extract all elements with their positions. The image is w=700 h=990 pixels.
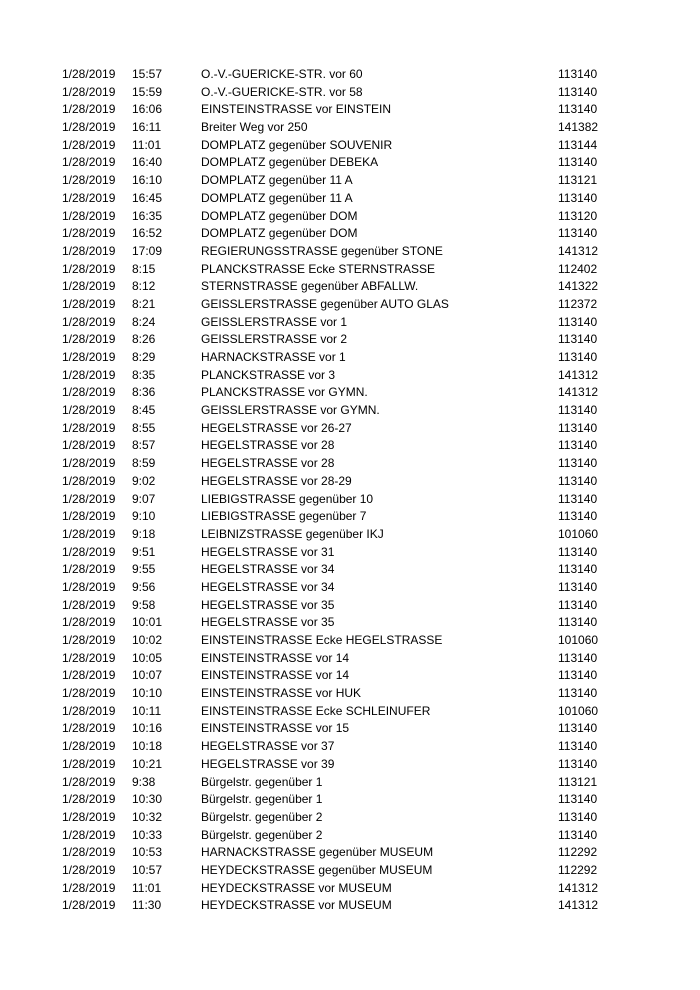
table-row bbox=[0, 491, 700, 509]
date-cell: 1/28/2019 bbox=[62, 509, 116, 524]
time-cell: 9:07 bbox=[132, 491, 156, 506]
time-cell: 16:45 bbox=[132, 190, 163, 205]
date-cell: 1/28/2019 bbox=[62, 120, 116, 135]
location-cell: STERNSTRASSE gegenüber ABFALLW. bbox=[201, 279, 419, 294]
code-cell: 141312 bbox=[558, 880, 599, 895]
location-cell: HEGELSTRASSE vor 35 bbox=[201, 597, 335, 612]
location-cell: HEGELSTRASSE vor 28 bbox=[201, 456, 335, 471]
code-cell: 113140 bbox=[558, 403, 598, 418]
date-cell: 1/28/2019 bbox=[62, 438, 116, 453]
code-cell: 141312 bbox=[558, 367, 599, 382]
time-cell: 8:24 bbox=[132, 314, 156, 329]
date-cell: 1/28/2019 bbox=[62, 403, 116, 418]
date-cell: 1/28/2019 bbox=[62, 633, 116, 647]
date-cell: 1/28/2019 bbox=[62, 314, 116, 329]
code-cell: 113140 bbox=[558, 67, 598, 81]
table-row bbox=[0, 579, 700, 597]
date-cell: 1/28/2019 bbox=[62, 792, 116, 807]
code-cell: 113140 bbox=[558, 102, 598, 117]
time-cell: 16:40 bbox=[132, 155, 163, 170]
code-cell: 113140 bbox=[558, 579, 598, 594]
location-cell: HEGELSTRASSE vor 31 bbox=[201, 544, 335, 559]
table-row bbox=[0, 561, 700, 579]
time-cell: 8:26 bbox=[132, 332, 156, 347]
location-cell: HEGELSTRASSE vor 28-29 bbox=[201, 473, 352, 488]
code-cell: 141312 bbox=[558, 243, 599, 258]
date-cell: 1/28/2019 bbox=[62, 367, 116, 382]
table-row bbox=[0, 278, 700, 296]
code-cell: 113140 bbox=[558, 314, 598, 329]
code-cell: 113140 bbox=[558, 721, 598, 736]
code-cell: 113140 bbox=[558, 491, 598, 506]
code-cell: 113140 bbox=[558, 739, 598, 754]
location-cell: DOMPLATZ gegenüber SOUVENIR bbox=[201, 137, 393, 152]
time-cell: 10:01 bbox=[132, 615, 163, 630]
code-cell: 113140 bbox=[558, 190, 598, 205]
time-cell: 15:57 bbox=[132, 67, 163, 81]
time-cell: 10:05 bbox=[132, 650, 163, 665]
table-row bbox=[0, 827, 700, 845]
date-cell: 1/28/2019 bbox=[62, 703, 116, 718]
location-cell: LEIBNIZSTRASSE gegenüber IKJ bbox=[201, 526, 384, 541]
location-cell: PLANCKSTRASSE vor 3 bbox=[201, 367, 336, 382]
time-cell: 16:10 bbox=[132, 173, 163, 188]
code-cell: 113140 bbox=[558, 686, 598, 701]
table-row bbox=[0, 243, 700, 261]
data-table bbox=[0, 66, 700, 915]
time-cell: 10:02 bbox=[132, 633, 163, 647]
date-cell: 1/28/2019 bbox=[62, 615, 116, 630]
time-cell: 8:15 bbox=[132, 261, 156, 276]
time-cell: 8:59 bbox=[132, 456, 156, 471]
time-cell: 16:52 bbox=[132, 226, 163, 241]
table-row bbox=[0, 650, 700, 668]
date-cell: 1/28/2019 bbox=[62, 420, 116, 435]
code-cell: 113140 bbox=[558, 456, 598, 471]
date-cell: 1/28/2019 bbox=[62, 491, 116, 506]
location-cell: DOMPLATZ gegenüber DOM bbox=[201, 226, 358, 241]
table-row bbox=[0, 667, 700, 685]
table-row bbox=[0, 685, 700, 703]
time-cell: 8:55 bbox=[132, 420, 156, 435]
location-cell: EINSTEINSTRASSE Ecke HEGELSTRASSE bbox=[201, 633, 443, 647]
table-row bbox=[0, 84, 700, 102]
time-cell: 10:30 bbox=[132, 792, 163, 807]
time-cell: 8:21 bbox=[132, 296, 156, 311]
code-cell: 113140 bbox=[558, 792, 598, 807]
code-cell: 113140 bbox=[558, 155, 598, 170]
time-cell: 9:18 bbox=[132, 526, 156, 541]
location-cell: O.-V.-GUERICKE-STR. vor 60 bbox=[201, 67, 363, 81]
date-cell: 1/28/2019 bbox=[62, 650, 116, 665]
time-cell: 16:35 bbox=[132, 208, 163, 223]
location-cell: PLANCKSTRASSE vor GYMN. bbox=[201, 385, 368, 400]
table-row bbox=[0, 119, 700, 137]
location-cell: HARNACKSTRASSE vor 1 bbox=[201, 350, 346, 364]
code-cell: 101060 bbox=[558, 526, 599, 541]
time-cell: 8:57 bbox=[132, 438, 156, 453]
time-cell: 9:51 bbox=[132, 544, 156, 559]
location-cell: EINSTEINSTRASSE vor EINSTEIN bbox=[201, 102, 392, 117]
code-cell: 113140 bbox=[558, 84, 598, 99]
time-cell: 9:02 bbox=[132, 473, 156, 488]
date-cell: 1/28/2019 bbox=[62, 473, 116, 488]
date-cell: 1/28/2019 bbox=[62, 173, 116, 188]
table-row bbox=[0, 331, 700, 349]
table-row bbox=[0, 384, 700, 402]
code-cell: 113140 bbox=[558, 650, 598, 665]
code-cell: 113140 bbox=[558, 509, 598, 524]
time-cell: 9:10 bbox=[132, 509, 156, 524]
location-cell: HEGELSTRASSE vor 39 bbox=[201, 756, 335, 771]
code-cell: 113140 bbox=[558, 544, 598, 559]
table-row bbox=[0, 172, 700, 190]
location-cell: EINSTEINSTRASSE vor 15 bbox=[201, 721, 350, 736]
code-cell: 113140 bbox=[558, 562, 598, 577]
date-cell: 1/28/2019 bbox=[62, 243, 116, 258]
date-cell: 1/28/2019 bbox=[62, 190, 116, 205]
table-row bbox=[0, 349, 700, 367]
date-cell: 1/28/2019 bbox=[62, 137, 116, 152]
table-row bbox=[0, 190, 700, 208]
table-row bbox=[0, 455, 700, 473]
table-row bbox=[0, 367, 700, 385]
time-cell: 9:56 bbox=[132, 579, 156, 594]
code-cell: 141382 bbox=[558, 120, 599, 135]
table-row bbox=[0, 437, 700, 455]
code-cell: 113140 bbox=[558, 597, 598, 612]
time-cell: 10:53 bbox=[132, 845, 163, 860]
code-cell: 112292 bbox=[558, 862, 598, 877]
table-row bbox=[0, 225, 700, 243]
table-row bbox=[0, 756, 700, 774]
location-cell: Bürgelstr. gegenüber 1 bbox=[201, 792, 323, 807]
time-cell: 10:33 bbox=[132, 827, 163, 842]
date-cell: 1/28/2019 bbox=[62, 385, 116, 400]
time-cell: 10:18 bbox=[132, 739, 163, 754]
time-cell: 10:16 bbox=[132, 721, 163, 736]
time-cell: 15:59 bbox=[132, 84, 163, 99]
table-row bbox=[0, 632, 700, 650]
time-cell: 8:45 bbox=[132, 403, 156, 418]
code-cell: 112292 bbox=[558, 845, 598, 860]
location-cell: Bürgelstr. gegenüber 1 bbox=[201, 774, 323, 789]
location-cell: DOMPLATZ gegenüber 11 A bbox=[201, 190, 353, 205]
code-cell: 101060 bbox=[558, 703, 599, 718]
code-cell: 113140 bbox=[558, 756, 598, 771]
date-cell: 1/28/2019 bbox=[62, 544, 116, 559]
table-row bbox=[0, 897, 700, 915]
location-cell: PLANCKSTRASSE Ecke STERNSTRASSE bbox=[201, 261, 436, 276]
location-cell: EINSTEINSTRASSE vor HUK bbox=[201, 686, 362, 701]
table-row bbox=[0, 420, 700, 438]
date-cell: 1/28/2019 bbox=[62, 279, 116, 294]
table-row bbox=[0, 880, 700, 898]
time-cell: 16:06 bbox=[132, 102, 163, 117]
date-cell: 1/28/2019 bbox=[62, 332, 116, 347]
date-cell: 1/28/2019 bbox=[62, 597, 116, 612]
table-row bbox=[0, 402, 700, 420]
location-cell: Breiter Weg vor 250 bbox=[201, 120, 308, 135]
date-cell: 1/28/2019 bbox=[62, 880, 116, 895]
table-row bbox=[0, 720, 700, 738]
location-cell: EINSTEINSTRASSE Ecke SCHLEINUFER bbox=[201, 703, 431, 718]
location-cell: EINSTEINSTRASSE vor 14 bbox=[201, 668, 350, 683]
date-cell: 1/28/2019 bbox=[62, 296, 116, 311]
code-cell: 141312 bbox=[558, 898, 599, 913]
time-cell: 10:32 bbox=[132, 809, 163, 824]
table-row bbox=[0, 154, 700, 172]
date-cell: 1/28/2019 bbox=[62, 862, 116, 877]
table-row bbox=[0, 544, 700, 562]
code-cell: 113140 bbox=[558, 420, 598, 435]
table-row bbox=[0, 137, 700, 155]
time-cell: 8:35 bbox=[132, 367, 156, 382]
location-cell: HEYDECKSTRASSE vor MUSEUM bbox=[201, 898, 392, 913]
code-cell: 113140 bbox=[558, 438, 598, 453]
time-cell: 17:09 bbox=[132, 243, 163, 258]
code-cell: 101060 bbox=[558, 633, 599, 647]
date-cell: 1/28/2019 bbox=[62, 686, 116, 701]
time-cell: 8:29 bbox=[132, 350, 156, 364]
time-cell: 8:12 bbox=[132, 279, 156, 294]
table-row bbox=[0, 791, 700, 809]
table-row bbox=[0, 703, 700, 721]
date-cell: 1/28/2019 bbox=[62, 67, 116, 81]
location-cell: HEGELSTRASSE vor 37 bbox=[201, 739, 335, 754]
time-cell: 11:30 bbox=[132, 898, 162, 913]
location-cell: GEISSLERSTRASSE vor GYMN. bbox=[201, 403, 380, 418]
code-cell: 113144 bbox=[558, 137, 598, 152]
table-row bbox=[0, 738, 700, 756]
location-cell: HEGELSTRASSE vor 26-27 bbox=[201, 420, 352, 435]
time-cell: 9:55 bbox=[132, 562, 156, 577]
table-row bbox=[0, 597, 700, 615]
code-cell: 113140 bbox=[558, 332, 598, 347]
location-cell: Bürgelstr. gegenüber 2 bbox=[201, 827, 323, 842]
code-cell: 112402 bbox=[558, 261, 598, 276]
location-cell: HEGELSTRASSE vor 35 bbox=[201, 615, 335, 630]
code-cell: 113140 bbox=[558, 226, 598, 241]
time-cell: 16:11 bbox=[132, 120, 162, 135]
time-cell: 10:57 bbox=[132, 862, 163, 877]
table-row bbox=[0, 314, 700, 332]
date-cell: 1/28/2019 bbox=[62, 809, 116, 824]
code-cell: 141312 bbox=[558, 385, 599, 400]
code-cell: 113120 bbox=[558, 208, 598, 223]
location-cell: HEGELSTRASSE vor 34 bbox=[201, 579, 335, 594]
location-cell: HARNACKSTRASSE gegenüber MUSEUM bbox=[201, 845, 434, 860]
location-cell: GEISSLERSTRASSE vor 2 bbox=[201, 332, 348, 347]
table-row bbox=[0, 473, 700, 491]
location-cell: HEYDECKSTRASSE gegenüber MUSEUM bbox=[201, 862, 433, 877]
date-cell: 1/28/2019 bbox=[62, 774, 116, 789]
date-cell: 1/28/2019 bbox=[62, 84, 116, 99]
date-cell: 1/28/2019 bbox=[62, 827, 116, 842]
date-cell: 1/28/2019 bbox=[62, 208, 116, 223]
time-cell: 11:01 bbox=[132, 137, 162, 152]
table-row bbox=[0, 809, 700, 827]
time-cell: 10:11 bbox=[132, 703, 162, 718]
time-cell: 9:38 bbox=[132, 774, 156, 789]
time-cell: 10:10 bbox=[132, 686, 163, 701]
code-cell: 113140 bbox=[558, 827, 598, 842]
code-cell: 113140 bbox=[558, 615, 598, 630]
time-cell: 9:58 bbox=[132, 597, 156, 612]
table-row bbox=[0, 508, 700, 526]
date-cell: 1/28/2019 bbox=[62, 562, 116, 577]
date-cell: 1/28/2019 bbox=[62, 756, 116, 771]
location-cell: DOMPLATZ gegenüber 11 A bbox=[201, 173, 353, 188]
date-cell: 1/28/2019 bbox=[62, 845, 116, 860]
location-cell: HEGELSTRASSE vor 28 bbox=[201, 438, 335, 453]
date-cell: 1/28/2019 bbox=[62, 456, 116, 471]
table-row bbox=[0, 101, 700, 119]
time-cell: 11:01 bbox=[132, 880, 162, 895]
time-cell: 10:07 bbox=[132, 668, 163, 683]
table-row bbox=[0, 862, 700, 880]
code-cell: 141322 bbox=[558, 279, 599, 294]
code-cell: 113140 bbox=[558, 473, 598, 488]
location-cell: GEISSLERSTRASSE vor 1 bbox=[201, 314, 348, 329]
code-cell: 112372 bbox=[558, 296, 598, 311]
code-cell: 113140 bbox=[558, 668, 598, 683]
code-cell: 113121 bbox=[558, 173, 598, 188]
location-cell: GEISSLERSTRASSE gegenüber AUTO GLAS bbox=[201, 296, 449, 311]
date-cell: 1/28/2019 bbox=[62, 579, 116, 594]
time-cell: 8:36 bbox=[132, 385, 156, 400]
table-row bbox=[0, 261, 700, 279]
table-row bbox=[0, 296, 700, 314]
date-cell: 1/28/2019 bbox=[62, 526, 116, 541]
date-cell: 1/28/2019 bbox=[62, 226, 116, 241]
code-cell: 113140 bbox=[558, 350, 598, 364]
location-cell: DOMPLATZ gegenüber DOM bbox=[201, 208, 358, 223]
date-cell: 1/28/2019 bbox=[62, 721, 116, 736]
table-row bbox=[0, 774, 700, 792]
date-cell: 1/28/2019 bbox=[62, 739, 116, 754]
table-row bbox=[0, 844, 700, 862]
table-row bbox=[0, 208, 700, 226]
location-cell: HEYDECKSTRASSE vor MUSEUM bbox=[201, 880, 392, 895]
location-cell: O.-V.-GUERICKE-STR. vor 58 bbox=[201, 84, 363, 99]
table-row bbox=[0, 66, 700, 84]
date-cell: 1/28/2019 bbox=[62, 668, 116, 683]
date-cell: 1/28/2019 bbox=[62, 261, 116, 276]
date-cell: 1/28/2019 bbox=[62, 155, 116, 170]
date-cell: 1/28/2019 bbox=[62, 898, 116, 913]
table-row bbox=[0, 614, 700, 632]
location-cell: HEGELSTRASSE vor 34 bbox=[201, 562, 335, 577]
code-cell: 113121 bbox=[558, 774, 598, 789]
location-cell: LIEBIGSTRASSE gegenüber 7 bbox=[201, 509, 367, 524]
location-cell: LIEBIGSTRASSE gegenüber 10 bbox=[201, 491, 374, 506]
table-row bbox=[0, 526, 700, 544]
date-cell: 1/28/2019 bbox=[62, 102, 116, 117]
date-cell: 1/28/2019 bbox=[62, 350, 116, 364]
time-cell: 10:21 bbox=[132, 756, 163, 771]
location-cell: REGIERUNGSSTRASSE gegenüber STONE bbox=[201, 243, 443, 258]
code-cell: 113140 bbox=[558, 809, 598, 824]
location-cell: DOMPLATZ gegenüber DEBEKA bbox=[201, 155, 379, 170]
location-cell: Bürgelstr. gegenüber 2 bbox=[201, 809, 323, 824]
location-cell: EINSTEINSTRASSE vor 14 bbox=[201, 650, 350, 665]
